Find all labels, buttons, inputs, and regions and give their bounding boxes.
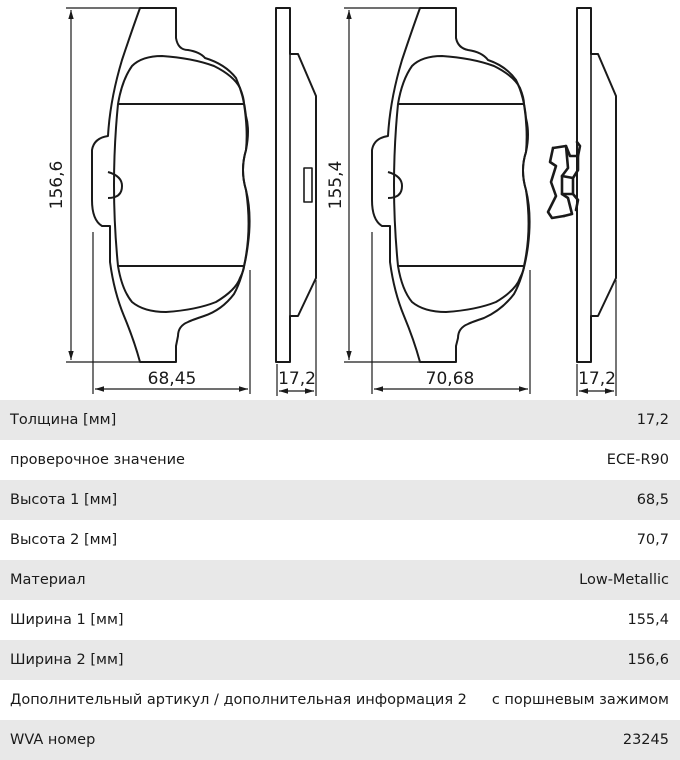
pad-1-front-view xyxy=(92,8,250,362)
spec-row-material xyxy=(0,560,680,600)
spec-row-wva-number xyxy=(0,720,680,760)
pad-1-side-view xyxy=(276,8,316,362)
spec-row-thickness xyxy=(0,400,680,440)
pad-1-width-label: 68,45 xyxy=(147,369,197,389)
spec-value: с поршневым зажимом xyxy=(491,692,669,708)
spec-label: Толщина [мм] xyxy=(10,412,117,428)
spec-value: Low-Metallic xyxy=(579,572,669,588)
piston-clip xyxy=(548,142,580,218)
spec-row-height-2 xyxy=(0,520,680,560)
spec-row-width-2 xyxy=(0,640,680,680)
spec-label: Высота 1 [мм] xyxy=(10,492,118,508)
spec-value: 156,6 xyxy=(627,652,669,668)
spec-label: WVA номер xyxy=(10,732,96,748)
spec-value: ECE-R90 xyxy=(606,452,669,468)
pad-2-width-label: 70,68 xyxy=(425,369,475,389)
pad-1-backing-plate xyxy=(92,8,250,362)
pad-2-height-label: 155,4 xyxy=(326,160,346,210)
spec-label: Ширина 2 [мм] xyxy=(10,652,124,668)
spec-label: Ширина 1 [мм] xyxy=(10,612,124,628)
spec-value: 70,7 xyxy=(636,532,669,548)
pad-1-friction-lining xyxy=(114,56,249,312)
spec-row-additional-info xyxy=(0,680,680,720)
spec-label: проверочное значение xyxy=(10,452,185,468)
spec-label: Дополнительный артикул / дополнительная информация 2 xyxy=(10,692,467,708)
pad-1-height-label: 156,6 xyxy=(47,160,67,210)
spec-value: 23245 xyxy=(622,732,669,748)
pad-1-thickness-label: 17,2 xyxy=(278,369,316,389)
pad-2-height-dimension xyxy=(344,8,420,362)
pad-1-height-dimension xyxy=(66,8,140,362)
spec-label: Материал xyxy=(10,572,86,588)
spec-value: 68,5 xyxy=(636,492,669,508)
pad-2-side-view xyxy=(577,8,616,362)
spec-row-height-1 xyxy=(0,480,680,520)
spec-value: 155,4 xyxy=(627,612,669,628)
spec-row-test-value xyxy=(0,440,680,480)
spec-label: Высота 2 [мм] xyxy=(10,532,118,548)
pad-2-backing-plate xyxy=(372,8,530,362)
pad-2-friction-lining xyxy=(394,56,529,312)
specs-table xyxy=(0,400,680,760)
pad-2-thickness-label: 17,2 xyxy=(578,369,616,389)
spec-row-width-1 xyxy=(0,600,680,640)
spec-value: 17,2 xyxy=(636,412,669,428)
pad-2-front-view xyxy=(372,8,530,362)
